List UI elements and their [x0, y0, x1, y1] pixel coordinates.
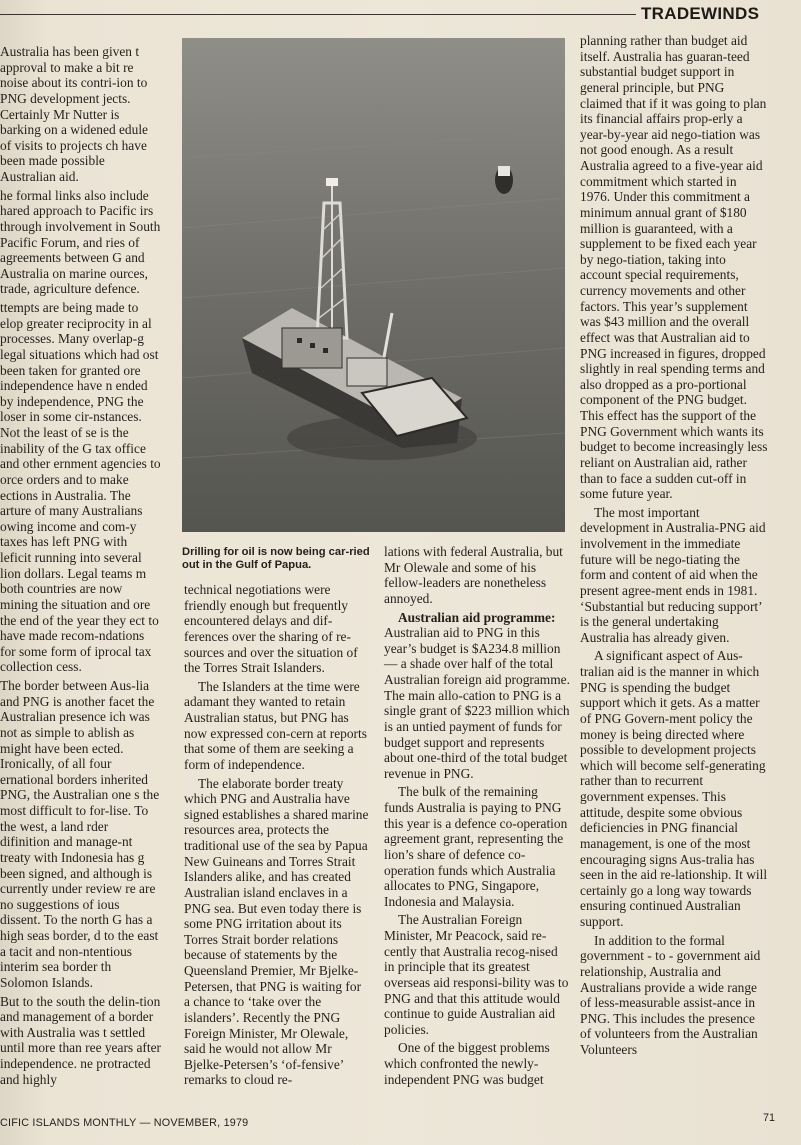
paragraph: lations with federal Australia, but Mr Olewale and some of his fellow-leaders are nonetheless annoyed.	[384, 544, 563, 606]
paragraph: The border between Aus-lia and PNG is another facet the Australian presence ich was not as simple to ablish as might have been ected. Ironically, of all four ernational borders inherited PNG, the Australian one s the most difficult to for-lise. To the west, a land rder difinition and manage-nt treaty with Indonesia has g been signed, and although is currently under review re are no suggestions of ious dissent. To the north G has a high seas border, d to the east a tacit and non-ntentious interim sea border th Solomon Islands.	[0, 678, 160, 990]
paragraph: The Australian Foreign Minister, Mr Peacock, said re-cently that Australia recog-nised in principle that its greatest overseas aid responsi-bility was to PNG and that this attitude would continue to guide Australian aid policies.	[384, 912, 569, 1037]
paragraph: ttempts are being made to elop greater reciprocity in al processes. Many overlap-g legal situations which had ost been taken for granted ore independence have n ended by independence, PNG the loser in some cir-nstances. Not the least of se is the inability of the G tax office and other ernment agencies to orce orders and to make ections in Australia. The arture of many Australians owing income and com-y taxes has left PNG with leficit running into several lion dollars. Legal teams m both countries are now mining the situation and ore the end of the year they ect to have made recom-ndations for some form of iprocal tax collection cess.	[0, 300, 161, 675]
photo-caption: Drilling for oil is now being car-ried out in the Gulf of Papua.	[182, 546, 370, 571]
article-column-3	[384, 544, 570, 1087]
paragraph: But to the south the delin-tion and management of a border with Australia was t settled until more than ree years after independence. ne protracted and highly	[0, 993, 161, 1087]
paragraph: A significant aspect of Aus-tralian aid is the manner in which PNG is spending the budget support which it gets. As a matter of PNG Govern-ment policy the money is being directed where possible to development projects which will become self-generating rather than to recurrent government expenses. This attitude, despite some obvious deficiencies in PNG financial management, is one of the most encouraging signs Aus-tralia has seen in the aid re-lationship. It will certainly go a long way towards ensuring continued Australian support.	[580, 648, 768, 929]
section-title: TRADEWINDS	[641, 4, 760, 23]
header-rule	[0, 14, 636, 15]
article-column-2	[184, 582, 370, 1088]
page-number: 71	[763, 1112, 776, 1124]
paragraph: One of the biggest problems which confronted the newly-independent PNG was budget	[384, 1040, 550, 1087]
paragraph: planning rather than budget aid itself. Australia has guaran-teed substantial budget support in general principle, but PNG claimed that if it was going to plan its financial affairs prop-erly a year-by-year aid nego-tiation was not good enough. As a result Australia agreed to a five-year aid commitment which started in 1976. Under this commitment a minimum annual grant of $180 million is guaranteed, with a supplement to be fixed each year by nego-tiation, taking into account special requirements, currency movements and other factors. This year’s supplement was $43 million and the overall effect was that Australian aid to PNG increased in figures, dropped slightly in real spending terms and also dropped as a pro-portional component of the PNG budget. This effect has the support of the PNG Government which wants its budget to become increasingly less reliant on Australian aid, rather than to face a sudden cut-off in some future year.	[580, 33, 768, 502]
page-footer: CIFIC ISLANDS MONTHLY — NOVEMBER, 1979	[0, 1117, 249, 1129]
article-column-4	[580, 33, 768, 1058]
article-column-1	[0, 44, 161, 1087]
paragraph: The elaborate border treaty which PNG and Australia have signed establishes a shared marine resources area, protects the traditional use of the sea by Papua New Guineans and Torres Strait Islanders alike, and has created Australian island enclaves in a PNG sea. But even today there is some PNG irritation about its Torres Strait border relations because of statements by the Queensland Premier, Mr Bjelke-Petersen, that PNG is waiting for a chance to ‘take over the islanders’. Recently the PNG Foreign Minister, Mr Olewale, said he would not allow Mr Bjelke-Petersen’s ‘of-fensive’ remarks to cloud re-	[184, 775, 369, 1088]
paragraph-with-heading	[384, 610, 570, 782]
paragraph: technical negotiations were friendly enough but frequently encountered delays and dif-ferences over the sharing of re-sources and over the situation of the Torres Strait Islanders.	[184, 582, 358, 676]
oil-rig-photo	[182, 38, 565, 532]
paragraph: The bulk of the remaining funds Australia is paying to PNG this year is a defence co-operation agreement grant, representing the lion’s share of defence co-operation funds which Australia allocates to PNG, Singapore, Indonesia and Malaysia.	[384, 784, 568, 909]
paragraph: The Islanders at the time were adamant they wanted to retain Australian status, but PNG has now expressed con-cern at reports that some of them are seeking a form of independence.	[184, 678, 367, 772]
paragraph: he formal links also include hared approach to Pacific irs through involvement in South Pacific Forum, and ries of agreements between G and Australia on marine ources, trade, agriculture defence.	[0, 187, 161, 297]
paragraph: The most important development in Australia-PNG aid involvement in the immediate future will be nego-tiating the form and content of aid when the present agree-ment ends in 1981. ‘Substantial but reducing support’ is the general undertaking Australia has already given.	[580, 504, 766, 645]
paragraph: Australia has been given t approval to make a bit re noise about its contri-ion to PNG development jects. Certainly Mr Nutter is barking on a widened edule of visits to projects ch have been made possible Australian aid.	[0, 44, 148, 184]
paragraph: In addition to the formal government - to - government aid relationship, Australia and Australians provide a wide range of less-measurable assist-ance in PNG. This includes the presence of volunteers from the Australian Volunteers	[580, 932, 761, 1057]
oil-rig-illustration	[182, 38, 565, 532]
paragraph-text: Australian aid to PNG in this year’s budget is $A234.8 million — a shade over half of the total Australian foreign aid programme. The main allo-cation to PNG is a single grant of $223 million which is an untied payment of funds for budget support and represents about one-third of the total budget revenue in PNG.	[384, 625, 570, 781]
subheading: Australian aid programme:	[398, 609, 556, 625]
